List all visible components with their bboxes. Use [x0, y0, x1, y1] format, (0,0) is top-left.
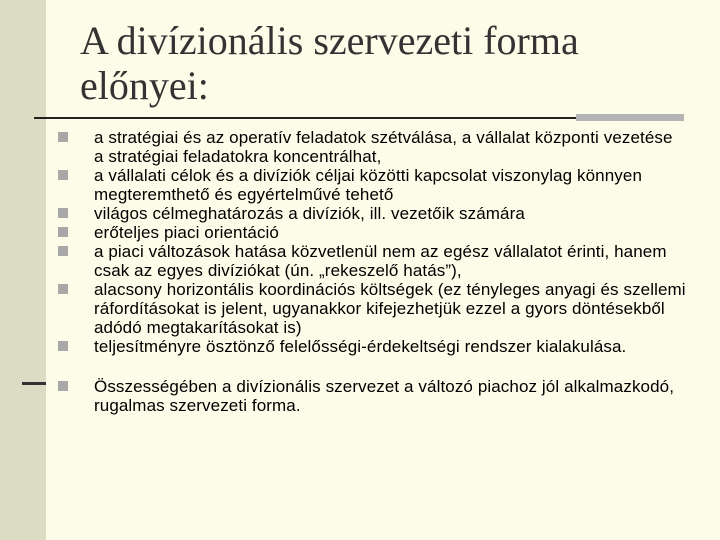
- bullet-text: világos célmeghatározás a divíziók, ill. vezetőik számára: [94, 204, 525, 223]
- bullet-item: [56, 128, 686, 166]
- square-bullet-icon: [58, 341, 68, 351]
- bullet-item: [56, 337, 686, 356]
- title-underline: [34, 117, 634, 119]
- bullet-item: [56, 166, 686, 204]
- bullet-item: [56, 223, 686, 242]
- bullet-list: [56, 128, 686, 415]
- summary-item: [56, 377, 686, 415]
- bullet-text: erőteljes piaci orientáció: [94, 223, 279, 242]
- summary-text: Összességében a divízionális szervezet a változó piachoz jól alkalmazkodó, rugalmas szervezeti forma.: [94, 377, 675, 415]
- square-bullet-icon: [58, 227, 68, 237]
- square-bullet-icon: [58, 132, 68, 142]
- bullet-item: [56, 242, 686, 280]
- left-decor-bar: [0, 0, 46, 540]
- square-bullet-icon: [58, 284, 68, 294]
- square-bullet-icon: [58, 381, 68, 391]
- title-underline-accent: [576, 114, 684, 121]
- slide-title: A divízionális szervezeti forma előnyei:: [80, 18, 579, 108]
- left-decor-tick: [22, 382, 46, 385]
- bullet-text: teljesítményre ösztönző felelősségi-érdekeltségi rendszer kialakulása.: [94, 337, 627, 356]
- bullet-text: a stratégiai és az operatív feladatok szétválása, a vállalat központi vezetése a stratégiai feladatokra koncentrálhat,: [94, 128, 673, 166]
- bullet-text: a piaci változások hatása közvetlenül nem az egész vállalatot érinti, hanem csak az egyes divíziókat (ún. „rekeszelő hatás”),: [94, 242, 667, 280]
- square-bullet-icon: [58, 170, 68, 180]
- square-bullet-icon: [58, 246, 68, 256]
- bullet-text: alacsony horizontális koordinációs költségek (ez tényleges anyagi és szellemi ráfordításokat is jelent, ugyanakkor kifejezhetjük ezzel a gyors döntésekből adódó megtakarításokat is): [94, 280, 686, 337]
- bullet-item: [56, 204, 686, 223]
- bullet-item: [56, 280, 686, 337]
- square-bullet-icon: [58, 208, 68, 218]
- bullet-text: a vállalati célok és a divíziók céljai közötti kapcsolat viszonylag könnyen megteremthető és egyértelművé tehető: [94, 166, 642, 204]
